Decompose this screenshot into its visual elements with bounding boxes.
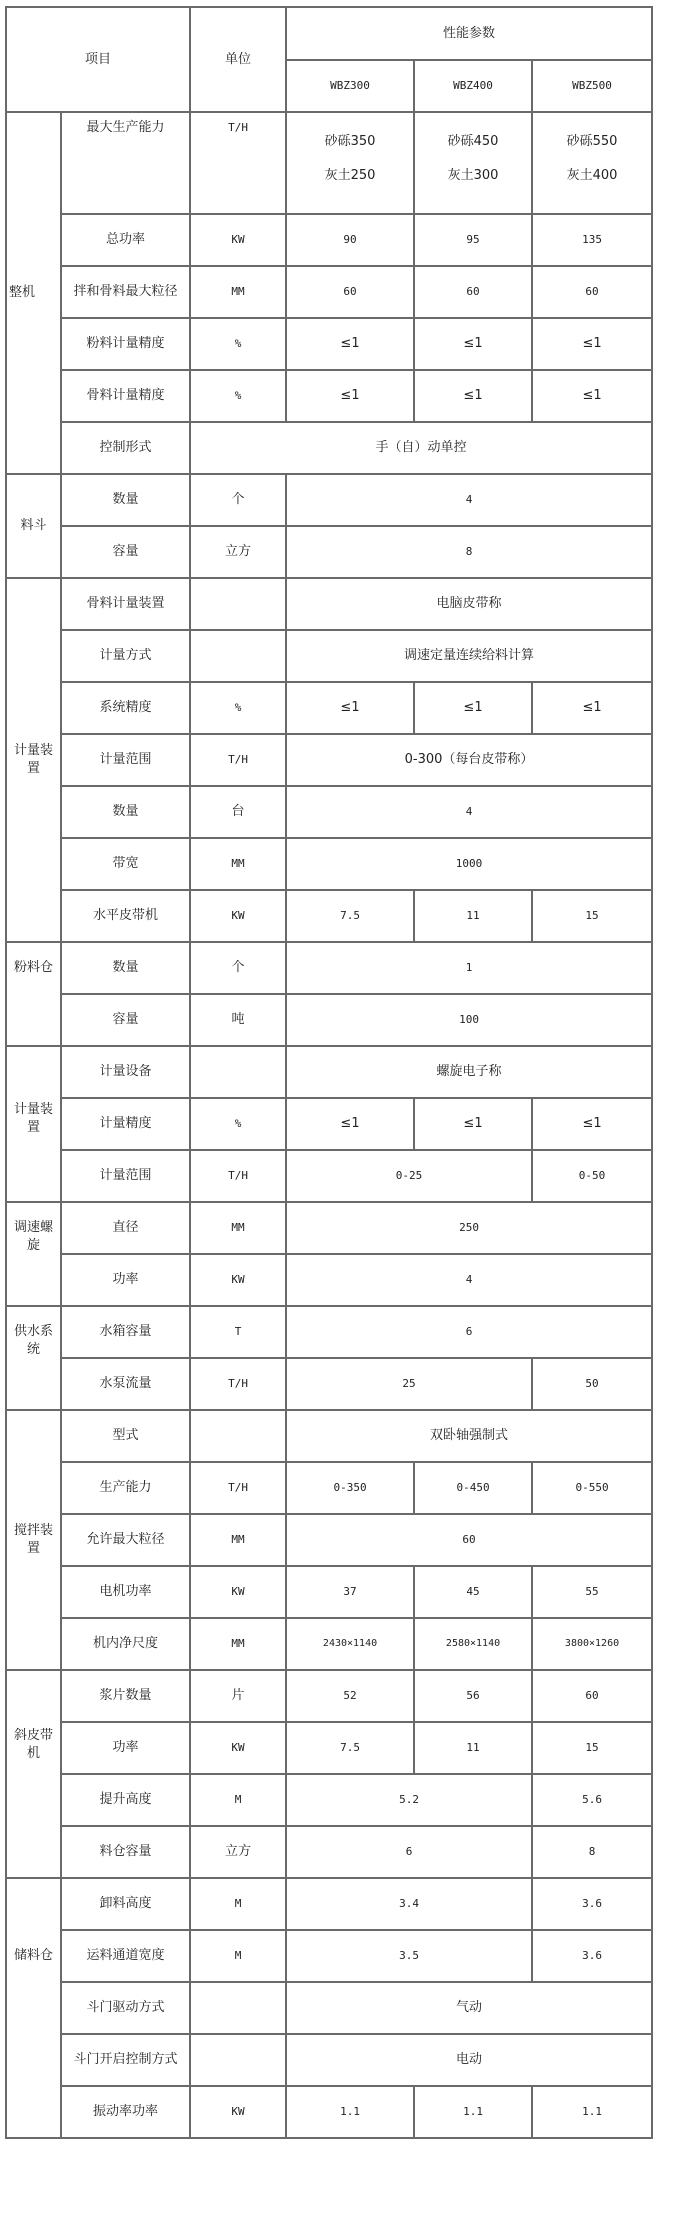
row-item: 斗门驱动方式 [61,1982,190,2034]
row-item: 直径 [61,1202,190,1254]
row-merged-value: 4 [286,474,652,526]
capacity-gravel: 砂砾550 [566,134,618,149]
table-row [6,994,652,1046]
table-row [6,734,652,786]
row-unit: KW [190,1722,286,1774]
row-value: 37 [286,1566,414,1618]
row-value: ≤1 [286,1098,414,1150]
row-item: 总功率 [61,214,190,266]
row-value-wbz500: 3.6 [532,1878,652,1930]
row-item: 允许最大粒径 [61,1514,190,1566]
group-label-powder-silo: 粉料仓 [6,942,61,1046]
row-value: 52 [286,1670,414,1722]
table-row [6,112,652,214]
row-unit: 台 [190,786,286,838]
row-value: ≤1 [286,318,414,370]
row-value: 0-350 [286,1462,414,1514]
row-unit: MM [190,266,286,318]
row-value-wbz500: 8 [532,1826,652,1878]
row-value: ≤1 [414,318,532,370]
row-value: 3800×1260 [532,1618,652,1670]
row-item: 生产能力 [61,1462,190,1514]
row-unit: % [190,318,286,370]
row-unit: M [190,1878,286,1930]
row-value: 60 [532,1670,652,1722]
row-unit: 片 [190,1670,286,1722]
row-item: 斗门开启控制方式 [61,2034,190,2086]
table-row [6,1150,652,1202]
row-unit: 立方 [190,1826,286,1878]
row-value: 1.1 [532,2086,652,2138]
row-item: 浆片数量 [61,1670,190,1722]
row-value-wbz500: 3.6 [532,1930,652,1982]
row-value: ≤1 [414,682,532,734]
table-row [6,1462,652,1514]
capacity-lime-soil: 灰土250 [324,168,376,183]
row-unit [190,1982,286,2034]
table-row [6,1826,652,1878]
row-unit: 个 [190,942,286,994]
row-merged-value: 电动 [286,2034,652,2086]
row-value: 11 [414,890,532,942]
row-item: 计量精度 [61,1098,190,1150]
row-item: 料仓容量 [61,1826,190,1878]
row-unit: MM [190,838,286,890]
table-row [6,266,652,318]
row-value: ≤1 [532,370,652,422]
header-model-1: WBZ300 [286,60,414,112]
group-label-whole-machine: 整机 [6,112,61,474]
row-item: 容量 [61,994,190,1046]
row-merged-value: 电脑皮带称 [286,578,652,630]
row-value: 90 [286,214,414,266]
header-model-2: WBZ400 [414,60,532,112]
row-item: 带宽 [61,838,190,890]
row-item: 计量设备 [61,1046,190,1098]
row-value-wbz300-400: 3.4 [286,1878,532,1930]
row-item: 数量 [61,786,190,838]
row-unit [190,1046,286,1098]
row-value: 15 [532,1722,652,1774]
row-value-wbz300-400: 3.5 [286,1930,532,1982]
row-item: 型式 [61,1410,190,1462]
row-unit [190,1410,286,1462]
capacity-lime-soil: 灰土400 [566,168,618,183]
row-value-wbz300-400: 5.2 [286,1774,532,1826]
row-value: 60 [286,266,414,318]
row-unit: % [190,1098,286,1150]
row-item: 水箱容量 [61,1306,190,1358]
row-value: 1.1 [414,2086,532,2138]
row-value-wbz300-400: 6 [286,1826,532,1878]
group-label-incline-belt: 斜皮带机 [6,1670,61,1878]
table-row [6,890,652,942]
row-value: ≤1 [286,370,414,422]
row-unit: MM [190,1618,286,1670]
table-row [6,2034,652,2086]
table-row [6,682,652,734]
row-value: 45 [414,1566,532,1618]
row-value: 2580×1140 [414,1618,532,1670]
row-value: 15 [532,890,652,942]
row-item: 最大生产能力 [61,112,190,214]
row-value: 1.1 [286,2086,414,2138]
row-item: 水平皮带机 [61,890,190,942]
table-row [6,474,652,526]
row-value: ≤1 [414,1098,532,1150]
table-row [6,422,652,474]
table-row [6,318,652,370]
row-unit: KW [190,1254,286,1306]
row-item: 数量 [61,474,190,526]
table-row [6,1774,652,1826]
row-item: 数量 [61,942,190,994]
table-row [6,1254,652,1306]
group-label-mixer: 搅拌装置 [6,1410,61,1670]
row-item: 骨料计量装置 [61,578,190,630]
row-unit: T/H [190,112,286,214]
row-item: 运料通道宽度 [61,1930,190,1982]
row-unit: T [190,1306,286,1358]
row-unit: KW [190,890,286,942]
table-row [6,578,652,630]
row-value: 60 [532,266,652,318]
row-value-wbz500: 5.6 [532,1774,652,1826]
table-row [6,1670,652,1722]
row-unit: % [190,370,286,422]
row-item: 粉料计量精度 [61,318,190,370]
row-item: 卸料高度 [61,1878,190,1930]
group-label-storage-bin: 储料仓 [6,1878,61,2138]
group-label-hopper: 料斗 [6,474,61,578]
table-row [6,214,652,266]
row-value-wbz500: 0-50 [532,1150,652,1202]
table-row [6,1410,652,1462]
row-unit: KW [190,214,286,266]
row-item: 振动率功率 [61,2086,190,2138]
row-value: 0-450 [414,1462,532,1514]
row-unit: 吨 [190,994,286,1046]
table-row [6,1618,652,1670]
row-unit: T/H [190,1358,286,1410]
row-merged-value: 250 [286,1202,652,1254]
row-value: 7.5 [286,890,414,942]
table-row [6,1306,652,1358]
row-value: 2430×1140 [286,1618,414,1670]
row-merged-value: 6 [286,1306,652,1358]
row-unit: T/H [190,1462,286,1514]
header-unit: 单位 [190,7,286,112]
row-item: 功率 [61,1722,190,1774]
row-merged-value: 4 [286,786,652,838]
row-merged-value: 双卧轴强制式 [286,1410,652,1462]
row-value-wbz300-400: 0-25 [286,1150,532,1202]
spec-table [5,6,653,2139]
table-row [6,1098,652,1150]
row-item: 系统精度 [61,682,190,734]
capacity-lime-soil: 灰土300 [447,168,499,183]
capacity-cell [532,112,652,214]
header-model-3: WBZ500 [532,60,652,112]
row-unit: MM [190,1514,286,1566]
table-row [6,786,652,838]
row-item: 提升高度 [61,1774,190,1826]
table-row [6,838,652,890]
row-value: ≤1 [414,370,532,422]
row-merged-value: 调速定量连续给料计算 [286,630,652,682]
row-merged-value: 4 [286,1254,652,1306]
row-merged-value: 0-300（每台皮带称） [286,734,652,786]
table-row [6,630,652,682]
table-row [6,1722,652,1774]
table-row [6,526,652,578]
table-row [6,942,652,994]
row-item: 水泵流量 [61,1358,190,1410]
row-value-wbz300-400: 25 [286,1358,532,1410]
table-row [6,1202,652,1254]
row-unit [190,2034,286,2086]
table-row [6,1514,652,1566]
row-unit: T/H [190,1150,286,1202]
row-value: 0-550 [532,1462,652,1514]
row-value: 56 [414,1670,532,1722]
row-value: 95 [414,214,532,266]
row-merged-value: 气动 [286,1982,652,2034]
table-row [6,2086,652,2138]
row-item: 电机功率 [61,1566,190,1618]
group-label-powder-metering: 计量装置 [6,1046,61,1202]
row-value: 60 [414,266,532,318]
row-unit: 个 [190,474,286,526]
row-item: 控制形式 [61,422,190,474]
row-merged-value: 8 [286,526,652,578]
row-item: 容量 [61,526,190,578]
row-value: ≤1 [286,682,414,734]
table-row [6,1046,652,1098]
table-row [6,1982,652,2034]
group-label-water-supply: 供水系统 [6,1306,61,1410]
row-value: 135 [532,214,652,266]
row-item: 计量范围 [61,734,190,786]
table-row [6,1358,652,1410]
row-value: ≤1 [532,318,652,370]
row-merged-value: 100 [286,994,652,1046]
row-value: 7.5 [286,1722,414,1774]
header-performance: 性能参数 [286,7,652,60]
row-merged-value: 1 [286,942,652,994]
row-unit: T/H [190,734,286,786]
row-unit [190,630,286,682]
row-value: 11 [414,1722,532,1774]
row-merged-value: 手（自）动单控 [190,422,652,474]
header-row [6,7,652,60]
row-item: 骨料计量精度 [61,370,190,422]
row-unit: KW [190,2086,286,2138]
row-unit: MM [190,1202,286,1254]
table-row [6,370,652,422]
row-value: ≤1 [532,1098,652,1150]
capacity-cell [286,112,414,214]
row-value-wbz500: 50 [532,1358,652,1410]
row-unit: 立方 [190,526,286,578]
group-label-speed-screw: 调速螺旋 [6,1202,61,1306]
row-unit: KW [190,1566,286,1618]
table-row [6,1878,652,1930]
group-label-aggregate-metering: 计量装置 [6,578,61,942]
row-item: 拌和骨料最大粒径 [61,266,190,318]
row-item: 计量方式 [61,630,190,682]
row-unit [190,578,286,630]
row-unit: M [190,1774,286,1826]
row-merged-value: 60 [286,1514,652,1566]
table-row [6,1566,652,1618]
row-merged-value: 螺旋电子称 [286,1046,652,1098]
capacity-gravel: 砂砾450 [447,134,499,149]
header-item: 项目 [6,7,190,112]
row-value: ≤1 [532,682,652,734]
row-merged-value: 1000 [286,838,652,890]
capacity-cell [414,112,532,214]
row-item: 机内净尺度 [61,1618,190,1670]
row-unit: % [190,682,286,734]
table-row [6,1930,652,1982]
row-value: 55 [532,1566,652,1618]
row-unit: M [190,1930,286,1982]
row-item: 计量范围 [61,1150,190,1202]
capacity-gravel: 砂砾350 [324,134,376,149]
row-item: 功率 [61,1254,190,1306]
